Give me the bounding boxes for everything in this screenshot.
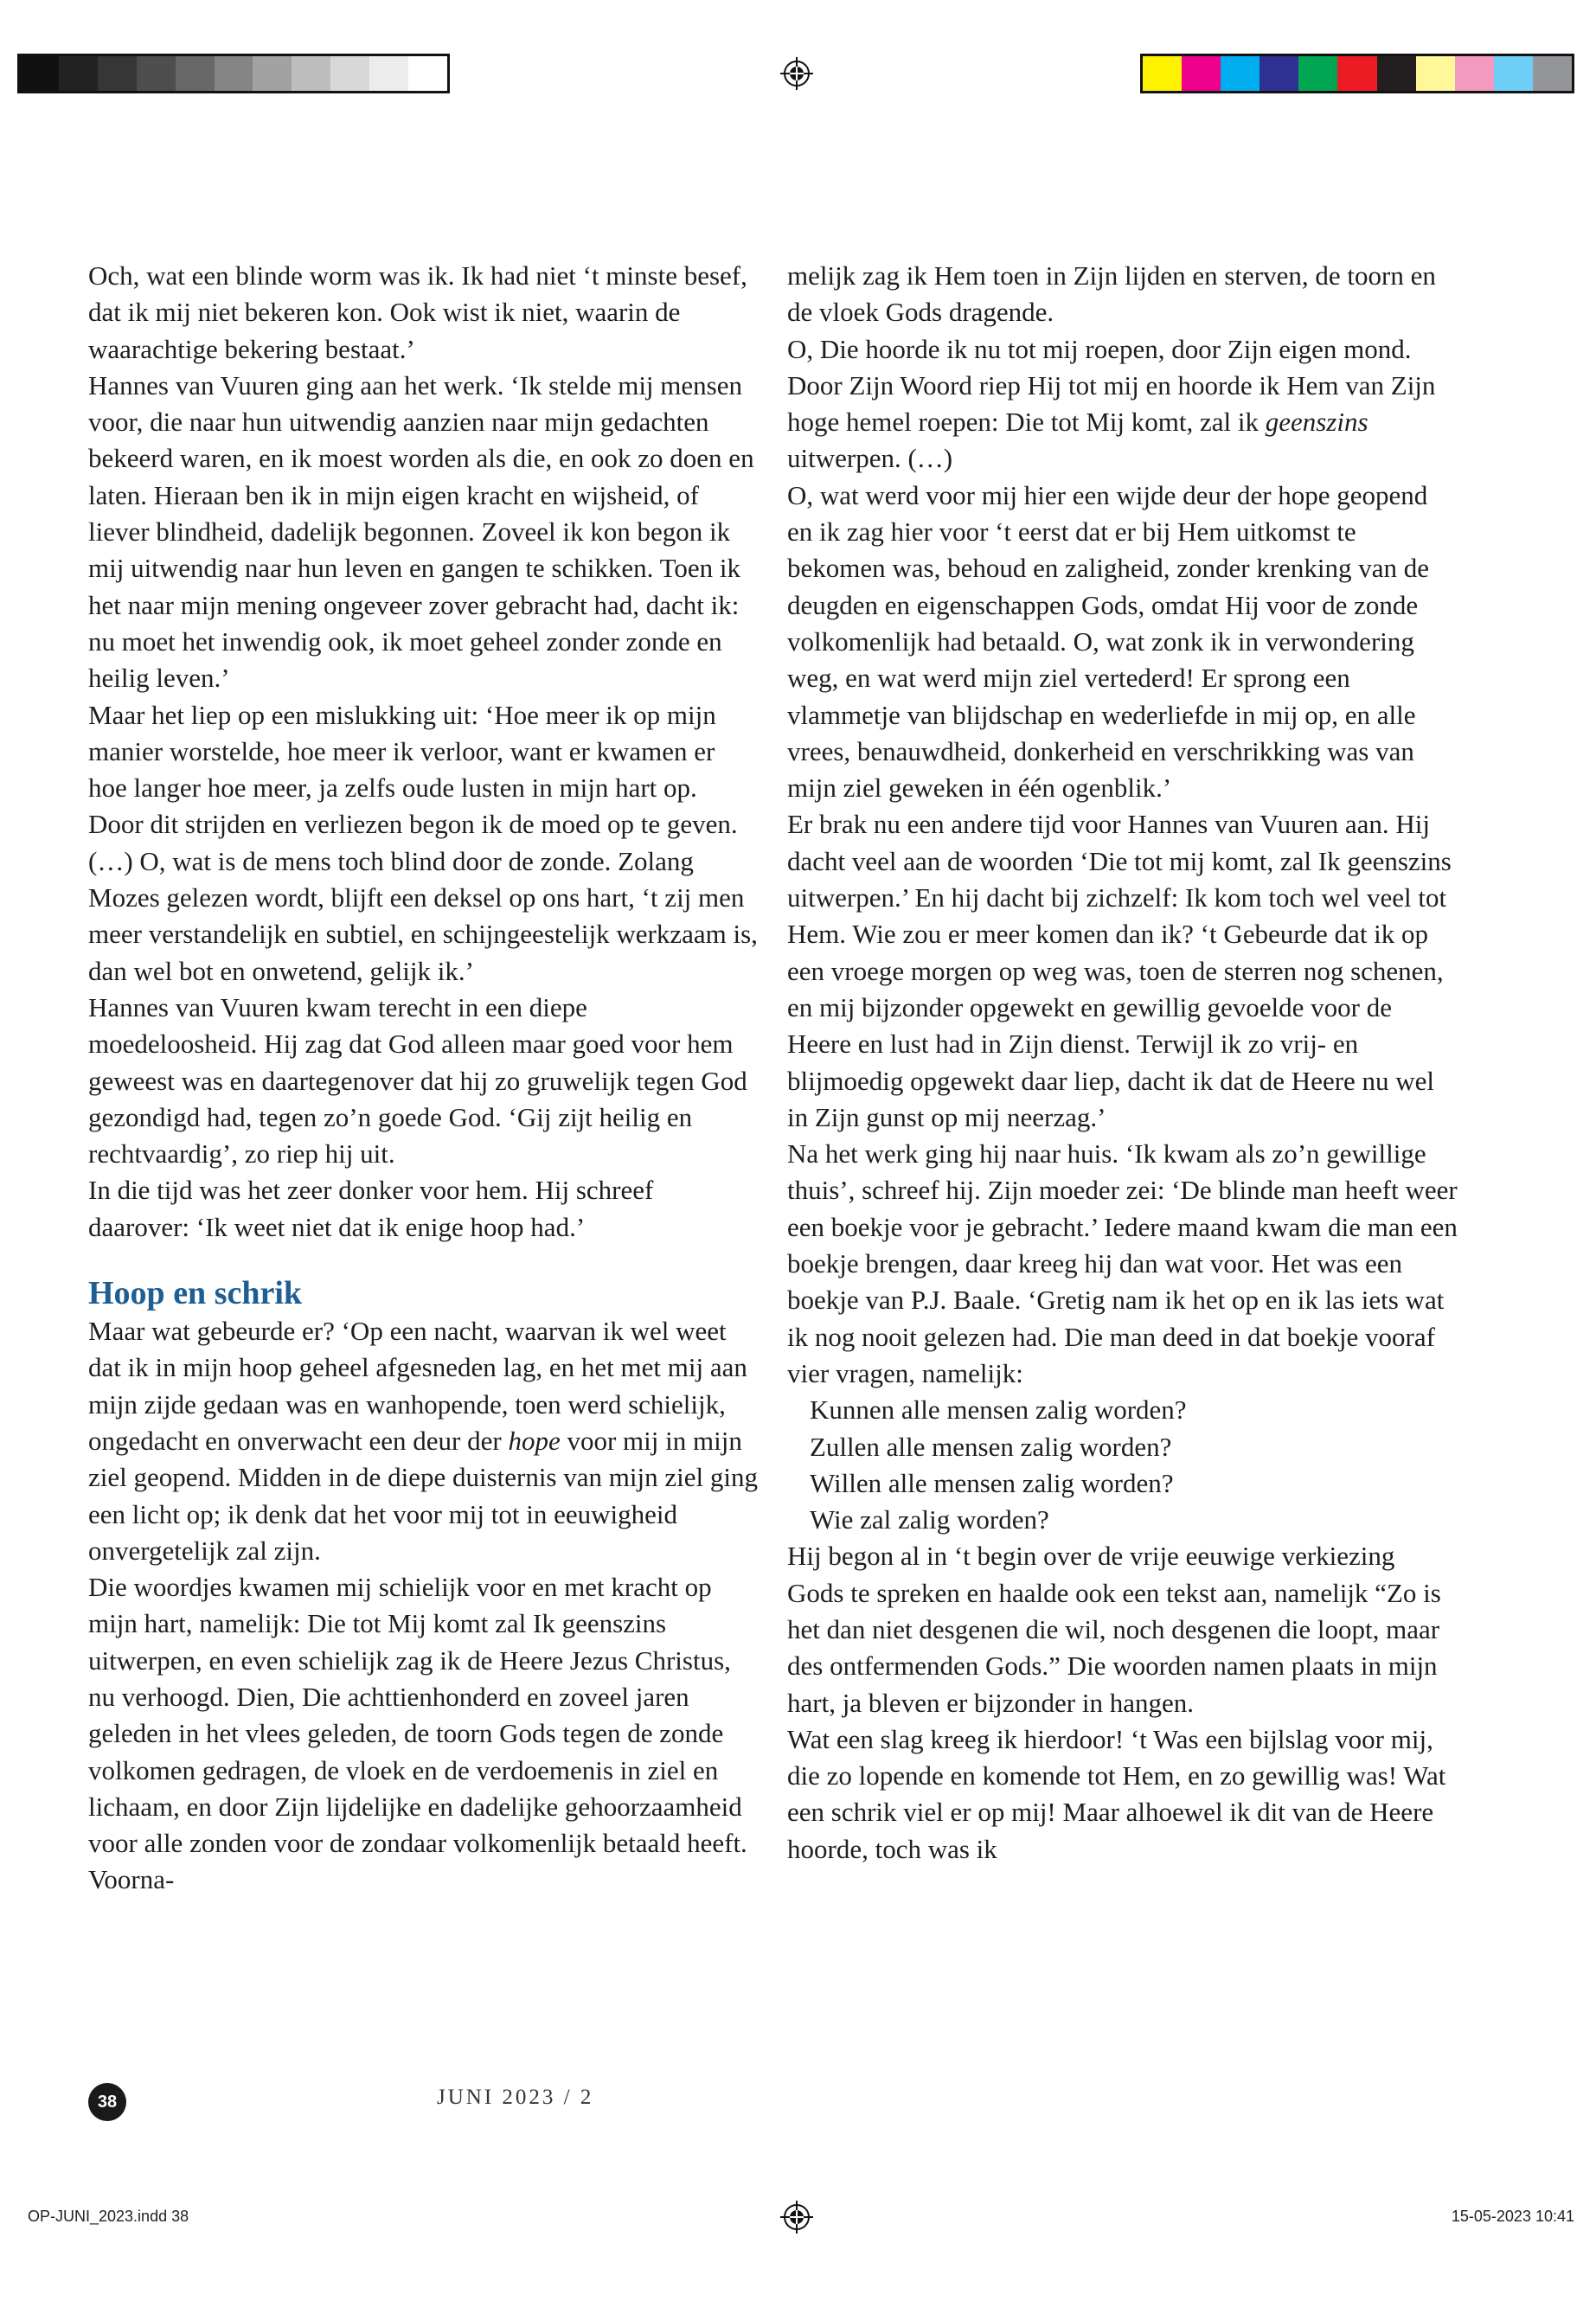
body-paragraph: Och, wat een blinde worm was ik. Ik had niet ‘t minste besef, dat ik mij niet bekeren kon. Ook wist ik niet, waarin de waarachtige bekering bestaat.’	[88, 260, 747, 364]
body-paragraph	[787, 331, 1458, 478]
color-swatch	[1377, 56, 1416, 91]
page-number-badge: 38	[88, 2083, 126, 2121]
color-swatch	[1259, 56, 1298, 91]
text-run: uitwerpen. (…)	[787, 443, 953, 474]
question-item: Kunnen alle mensen zalig worden?	[810, 1394, 1187, 1426]
color-swatch	[1298, 56, 1337, 91]
grayscale-swatch	[59, 56, 98, 91]
registration-mark-icon	[779, 2200, 814, 2234]
text-run: O, Die hoorde ik nu tot mij roepen, door Zijn eigen mond. Door Zijn Woord riep Hij tot mij en hoorde ik Hem van Zijn hoge hemel roepen: Die tot Mij komt, zal ik	[787, 333, 1436, 438]
article-left-column	[88, 258, 759, 1899]
color-swatch	[1143, 56, 1182, 91]
question-item: Zullen alle mensen zalig worden?	[810, 1431, 1172, 1462]
body-paragraph: Die woordjes kwamen mij schielijk voor en met kracht op mijn hart, namelijk: Die tot Mij komt zal Ik geenszins uitwerpen, en even schielijk zag ik de Heere Jezus Christus, nu verhoogd. Dien, Die achttienhonderd en zoveel jaren geleden in het vlees geleden, de toorn Gods tegen de zonde volkomen gedragen, de vloek en de verdoemenis in ziel en lichaam, en door Zijn lijdelijke en dadelijke gehoorzaamheid voor alle zonden voor de zondaar volkomenlijk betaald heeft. Voorna-	[88, 1572, 747, 1895]
grayscale-swatch	[253, 56, 292, 91]
color-calibration-bar	[1140, 54, 1574, 93]
grayscale-calibration-bar	[17, 54, 450, 93]
question-item: Wie zal zalig worden?	[810, 1504, 1049, 1535]
body-paragraph: O, wat werd voor mij hier een wijde deur der hope geopend en ik zag hier voor ‘t eerst dat er bij Hem uitkomst te bekomen was, behoud en zaligheid, zonder krenking van de deugden en eigenschappen Gods, omdat Hij voor de zonde volkomenlijk had betaald. O, wat zonk ik in verwondering weg, en wat werd mijn ziel vertederd! Er sprong een vlammetje van blijdschap en wederliefde in mij op, en alle vrees, benauwdheid, donkerheid en verschrikking was van mijn ziel geweken in één ogenblik.’	[787, 479, 1430, 804]
color-swatch	[1494, 56, 1533, 91]
article-right-column	[787, 258, 1458, 1868]
grayscale-swatch	[215, 56, 253, 91]
slug-file-info: OP-JUNI_2023.indd 38	[28, 2208, 189, 2225]
grayscale-swatch	[20, 56, 59, 91]
body-paragraph: Maar het liep op een mislukking uit: ‘Hoe meer ik op mijn manier worstelde, hoe meer ik verloor, want er kwamen er hoe langer hoe meer, ja zelfs oude lusten in mijn hart op. Door dit strijden en verliezen begon ik de moed op te geven. (…) O, wat is de mens toch blind door de zonde. Zolang Mozes gelezen wordt, blijft een deksel op ons hart, ‘t zij men meer verstandelijk en subtiel, en schijngeestelijk werkzaam is, dan wel bot en onwetend, gelijk ik.’	[88, 699, 758, 986]
color-swatch	[1455, 56, 1494, 91]
body-paragraph: Hij begon al in ‘t begin over de vrije eeuwige verkiezing Gods te spreken en haalde ook een tekst aan, namelijk “Zo is het dan niet desgenen die wil, noch desgenen die loopt, maar des ontfermenden Gods.” Die woorden namen plaats in mijn hart, ja bleven er bijzonder in hangen.	[787, 1541, 1441, 1718]
grayscale-swatch	[369, 56, 408, 91]
slug-timestamp: 15-05-2023 10:41	[1451, 2208, 1574, 2225]
grayscale-swatch	[292, 56, 330, 91]
grayscale-swatch	[408, 56, 447, 91]
grayscale-swatch	[176, 56, 215, 91]
color-swatch	[1337, 56, 1376, 91]
body-paragraph: Hannes van Vuuren kwam terecht in een diepe moedeloosheid. Hij zag dat God alleen maar goed voor hem geweest was en daartegenover dat hij zo gruwelijk tegen God gezondigd had, tegen zo’n goede God. ‘Gij zijt heilig en rechtvaardig’, zo riep hij uit.	[88, 991, 747, 1170]
color-swatch	[1533, 56, 1572, 91]
grayscale-swatch	[137, 56, 176, 91]
grayscale-swatch	[330, 56, 369, 91]
registration-mark-icon	[779, 56, 814, 91]
italic-word: hope	[508, 1425, 561, 1456]
color-swatch	[1416, 56, 1455, 91]
text-run: voor mij in mijn ziel geopend. Midden in de diepe duisternis van mijn ziel ging een licht op; ik denk dat het voor mij tot in eeuwigheid onvergetelijk zal zijn.	[88, 1425, 758, 1566]
text-run: Maar wat gebeurde er? ‘Op een nacht, waarvan ik wel weet dat ik in mijn hoop geheel afgesneden lag, en het met mij aan mijn zijde gedaan was en wanhopende, toen werd schielijk, ongedacht en onverwacht een deur der	[88, 1316, 747, 1456]
body-paragraph: Er brak nu een andere tijd voor Hannes van Vuuren aan. Hij dacht veel aan de woorden ‘Die tot mij komt, zal Ik geenszins uitwerpen.’ En hij dacht bij zichzelf: Ik kom toch wel veel tot Hem. Wie zou er meer komen dan ik? ‘t Gebeurde dat ik op een vroege morgen op weg was, toen de sterren nog schenen, en mij bijzonder opgewekt en gewillig gevoelde voor de Heere en lust had in Zijn dienst. Terwijl ik zo vrij- en blijmoedig opgewekt daar liep, dacht ik dat de Heere nu wel in Zijn gunst op mij neerzag.’	[787, 809, 1452, 1132]
body-paragraph: Na het werk ging hij naar huis. ‘Ik kwam als zo’n gewillige thuis’, schreef hij. Zijn moeder zei: ‘De blinde man heeft weer een boekje voor je gebracht.’ Iedere maand kwam die man een boekje brengen, daar kreeg hij dan wat voor. Het was een boekje van P.J. Baale. ‘Gretig nam ik het op en ik las iets wat ik nog nooit gelezen had. Die man deed in dat boekje vooraf vier vragen, namelijk:	[787, 1138, 1458, 1388]
section-heading: Hoop en schrik	[88, 1275, 303, 1312]
question-list	[787, 1392, 1458, 1538]
italic-word: geenszins	[1265, 407, 1368, 438]
body-paragraph: Wat een slag kreeg ik hierdoor! ‘t Was een bijlslag voor mij, die zo lopende en komende tot Hem, en zo gewillig was! Wat een schrik viel er op mij! Maar alhoewel ik dit van de Heere hoorde, toch was ik	[787, 1723, 1446, 1864]
color-swatch	[1182, 56, 1221, 91]
grayscale-swatch	[98, 56, 137, 91]
color-swatch	[1221, 56, 1259, 91]
question-item: Willen alle mensen zalig worden?	[810, 1467, 1174, 1498]
body-paragraph: In die tijd was het zeer donker voor hem. Hij schreef daarover: ‘Ik weet niet dat ik enige hoop had.’	[88, 1175, 654, 1242]
body-paragraph: melijk zag ik Hem toen in Zijn lijden en sterven, de toorn en de vloek Gods dragende.	[787, 260, 1436, 328]
issue-label: JUNI 2023 / 2	[437, 2086, 594, 2109]
body-paragraph	[88, 1313, 759, 1569]
body-paragraph: Hannes van Vuuren ging aan het werk. ‘Ik stelde mij mensen voor, die naar hun uitwendig aanzien naar mijn gedachten bekeerd waren, en ik moest worden als die, en ook zo doen en laten. Hieraan ben ik in mijn eigen kracht en wijsheid, of liever blindheid, dadelijk begonnen. Zoveel ik kon begon ik mij uitwendig naar hun leven en gangen te schikken. Toen ik het naar mijn mening ongeveer zover gebracht had, dacht ik: nu moet het inwendig ook, ik moet geheel zonder zonde en heilig leven.’	[88, 369, 754, 694]
